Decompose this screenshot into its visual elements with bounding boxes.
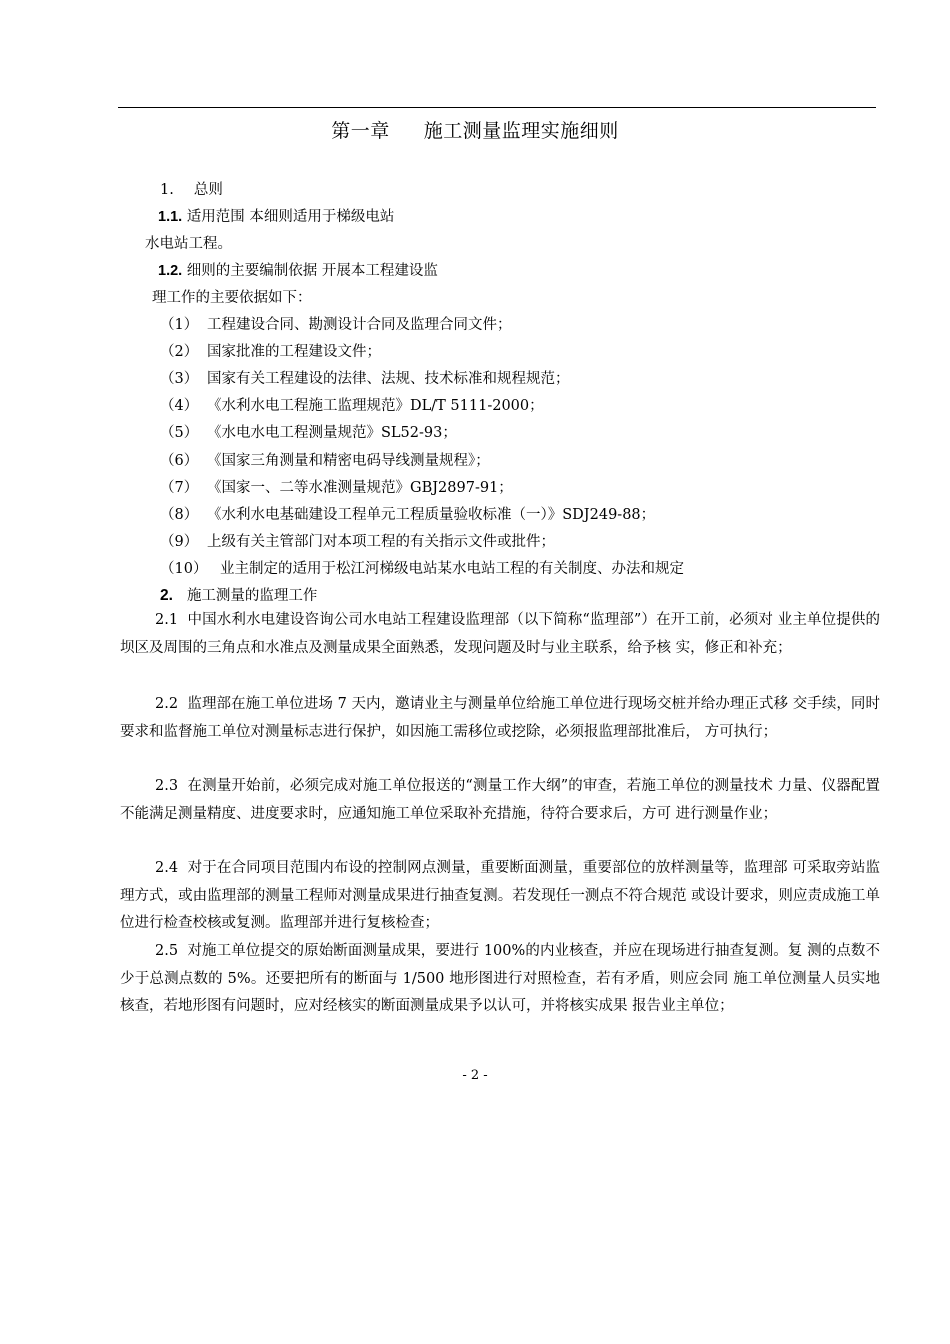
paragraph-number: 2.4: [155, 860, 179, 876]
list-item-number: （4）: [160, 398, 199, 414]
list-item-number: （10）: [160, 561, 208, 577]
list-item-number: （6）: [160, 453, 199, 469]
paragraph-text: 对施工单位提交的原始断面测量成果，要进行 100%的内业核查，并应在现场进行抽查复测。复 测的点数不少于总测点数的 5%。还要把所有的断面与 1/500 地形图进行对照检查，若有矛盾，则应会同 施工单位测量人员实地核查，若地形图有问题时，应对经核实的断面测量成果予以认可，并将核实成果 报告业主单位；: [120, 943, 880, 1015]
paragraph-text: 中国水利水电建设咨询公司水电站工程建设监理部（以下简称“监理部”）在开工前，必须对 业主单位提供的坝区及周围的三角点和水准点及测量成果全面熟悉，发现问题及时与业主联系，给予核 实，修正和补充；: [120, 612, 881, 656]
section-2-title: 施工测量的监理工作: [186, 588, 318, 604]
list-item-text: 上级有关主管部门对本项工程的有关指示文件或批件；: [207, 534, 555, 550]
list-item-text: 业主制定的适用于松江河梯级电站某水电站工程的有关制度、办法和规定: [220, 561, 684, 577]
section-2-paragraph: [120, 938, 880, 1021]
paragraph-text: 在测量开始前，必须完成对施工单位报送的“测量工作大纲”的审查，若施工单位的测量技术 力量、仪器配置不能满足测量精度、进度要求时，应通知施工单位采取补充措施，待符合要求后，方可 进行测量作业；: [120, 778, 881, 822]
subsection-1-1-text: 适用范围 本细则适用于梯级电站: [186, 209, 395, 225]
list-item-text: 《水电水电工程测量规范》SL52-93；: [207, 425, 457, 441]
list-item-number: （7）: [160, 480, 199, 496]
list-item-text: 国家有关工程建设的法律、法规、技术标准和规程规范；: [207, 371, 570, 387]
paragraph-text: 对于在合同项目范围内布设的控制网点测量，重要断面测量，重要部位的放样测量等，监理部 可采取旁站监理方式，或由监理部的测量工程师对测量成果进行抽查复测。若发现任一测点不符合规范 或设计要求，则应责成施工单位进行检查校核或复测。监理部并进行复核检查；: [120, 860, 881, 932]
paragraph-number: 2.2: [155, 696, 179, 712]
list-item-number: （2）: [160, 344, 199, 360]
list-item-text: 《国家一、二等水准测量规范》GBJ2897-91；: [207, 480, 513, 496]
basis-list-item: [160, 452, 490, 470]
list-item-number: （5）: [160, 425, 199, 441]
section-2-heading: [160, 587, 317, 605]
subsection-1-1-cont: 水电站工程。: [145, 236, 232, 252]
list-item-number: （8）: [160, 507, 199, 523]
paragraph-text: 监理部在施工单位进场 7 天内，邀请业主与测量单位给施工单位进行现场交桩并给办理正式移 交手续，同时要求和监督施工单位对测量标志进行保护，如因施工需移位或挖除，必须报监理部批准后， 方可执行；: [120, 696, 880, 740]
list-item-text: 工程建设合同、勘测设计合同及监理合同文件；: [207, 317, 512, 333]
paragraph-number: 2.5: [155, 943, 179, 959]
chapter-label: 第一章: [331, 120, 390, 142]
basis-list-item: [160, 560, 684, 578]
list-item-text: 《水利水电工程施工监理规范》DL/T 5111-2000；: [207, 398, 544, 414]
section-1-heading: [160, 181, 223, 199]
basis-list-item: [160, 316, 512, 334]
basis-list-item: [160, 424, 457, 442]
section-2-paragraph: [120, 691, 880, 746]
chapter-heading: 施工测量监理实施细则: [423, 120, 619, 142]
subsection-1-2-text: 细则的主要编制依据 开展本工程建设监: [186, 263, 438, 279]
basis-list-item: [160, 533, 555, 551]
basis-list-item: [160, 506, 655, 524]
basis-list-item: [160, 397, 544, 415]
list-item-text: 《国家三角测量和精密电码导线测量规程》；: [207, 453, 490, 469]
section-2-paragraph: [120, 773, 880, 828]
header-rule: [118, 107, 876, 108]
list-item-text: 《水利水电基础建设工程单元工程质量验收标准（一）》SDJ249-88；: [207, 507, 656, 523]
list-item-number: （9）: [160, 534, 199, 550]
list-item-number: （1）: [160, 317, 199, 333]
list-item-number: （3）: [160, 371, 199, 387]
section-1-number: 1.: [160, 182, 174, 198]
basis-list-item: [160, 479, 513, 497]
subsection-1-2-cont: 理工作的主要依据如下：: [152, 290, 312, 306]
paragraph-number: 2.3: [155, 778, 179, 794]
basis-list-item: [160, 343, 381, 361]
section-2-paragraph: [120, 855, 880, 938]
section-2-paragraph: [120, 607, 880, 662]
subsection-1-1-number: 1.1.: [158, 209, 183, 225]
list-item-text: 国家批准的工程建设文件；: [207, 344, 381, 360]
subsection-1-2: [158, 262, 438, 280]
subsection-1-1: [158, 208, 394, 226]
page-number: - 2 -: [462, 1068, 488, 1083]
section-1-title: 总则: [193, 182, 223, 198]
subsection-1-2-number: 1.2.: [158, 263, 183, 279]
section-2-number: 2.: [160, 587, 173, 604]
paragraph-number: 2.1: [155, 612, 179, 628]
basis-list-item: [160, 370, 570, 388]
chapter-title: [0, 116, 950, 143]
